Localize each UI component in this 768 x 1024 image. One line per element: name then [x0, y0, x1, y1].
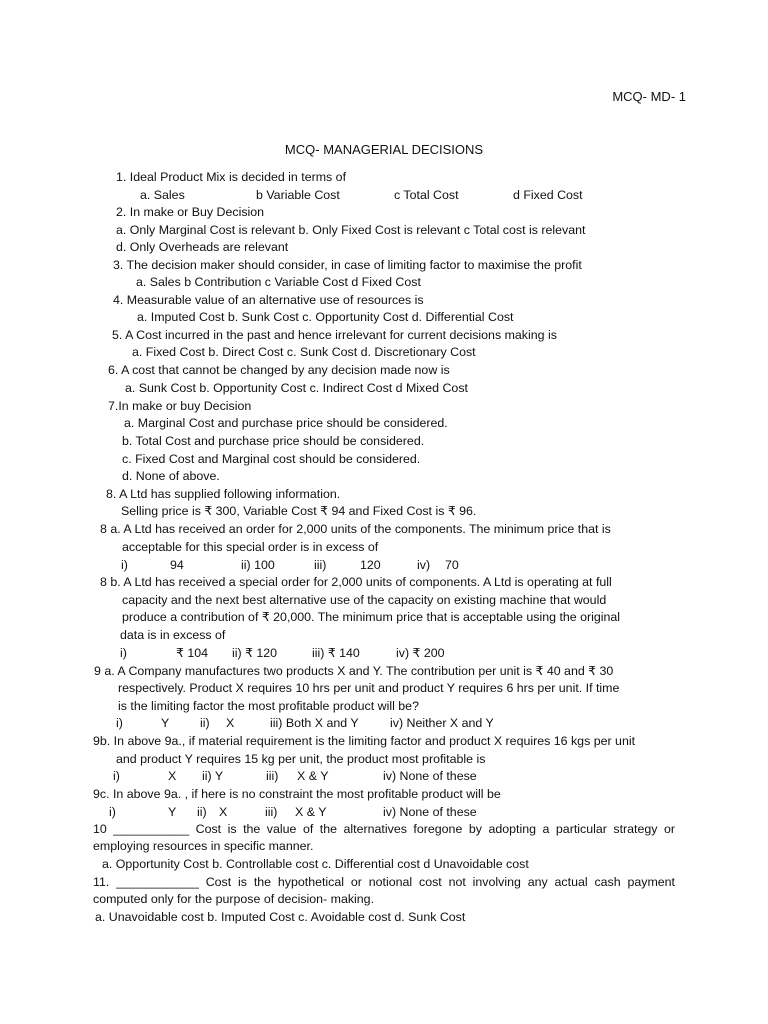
option-value: Y: [168, 805, 177, 819]
option-label: iii): [314, 558, 327, 572]
question-stem: and product Y requires 15 kg per unit, the product most profitable is: [116, 752, 486, 766]
option: d. None of above.: [122, 469, 220, 483]
option-value: X & Y: [297, 769, 329, 783]
document-title: MCQ- MANAGERIAL DECISIONS: [284, 142, 484, 157]
question-stem: respectively. Product X requires 10 hrs per unit and product Y requires 6 hrs per unit. If time: [118, 681, 620, 695]
option: a. Unavoidable cost b. Imputed Cost c. Avoidable cost d. Sunk Cost: [95, 910, 466, 924]
question-stem: 3. The decision maker should consider, in case of limiting factor to maximise the profit: [113, 258, 582, 272]
question-stem: capacity and the next best alternative use of the capacity on existing machine that would: [122, 593, 607, 607]
option-value: X & Y: [295, 805, 327, 819]
option-value: X: [219, 805, 228, 819]
option-value: 120: [360, 558, 381, 572]
question-stem: 10 ___________ Cost is the value of the alternatives foregone by adopting a particular strategy or employing resources in specific manner.: [93, 822, 675, 853]
option: a. Sales b Contribution c Variable Cost d Fixed Cost: [136, 275, 421, 289]
question-stem: acceptable for this special order is in excess of: [122, 540, 379, 554]
option: a. Sunk Cost b. Opportunity Cost c. Indirect Cost d Mixed Cost: [125, 381, 468, 395]
option: b Variable Cost: [256, 188, 340, 202]
question-stem: 9b. In above 9a., if material requirement is the limiting factor and product X requires 16 kgs per unit: [93, 734, 636, 748]
question-stem: 2. In make or Buy Decision: [116, 205, 265, 219]
option: c. Fixed Cost and Marginal cost should be considered.: [122, 452, 421, 466]
option: iii) Both X and Y: [270, 716, 359, 730]
option: iv) Neither X and Y: [390, 716, 494, 730]
option-value: ₹ 104: [176, 646, 208, 660]
question-stem: data is in excess of: [120, 628, 226, 642]
option: a. Opportunity Cost b. Controllable cost c. Differential cost d Unavoidable cost: [102, 857, 529, 871]
question-stem: is the limiting factor the most profitable product will be?: [118, 699, 419, 713]
option-value: X: [226, 716, 235, 730]
option: a. Imputed Cost b. Sunk Cost c. Opportunity Cost d. Differential Cost: [137, 310, 514, 324]
option-label: iii): [266, 769, 279, 783]
option-value: X: [168, 769, 177, 783]
question-stem: 4. Measurable value of an alternative use of resources is: [113, 293, 424, 307]
question-stem: 1. Ideal Product Mix is decided in terms of: [116, 170, 347, 184]
option-label: i): [113, 769, 120, 783]
option-label: i): [121, 558, 128, 572]
option: d Fixed Cost: [513, 188, 583, 202]
option-value: 94: [170, 558, 184, 572]
option: ii) ₹ 120: [232, 646, 278, 660]
document-code: MCQ- MD- 1: [612, 89, 686, 104]
question-stem: 8. A Ltd has supplied following information.: [106, 487, 341, 501]
option-value: 70: [445, 558, 459, 572]
option-label: i): [109, 805, 116, 819]
option-value: Y: [161, 716, 170, 730]
option: a. Sales: [140, 188, 185, 202]
option: ii) Y: [202, 769, 224, 783]
option: a. Fixed Cost b. Direct Cost c. Sunk Cost d. Discretionary Cost: [132, 345, 476, 359]
question-stem: 11. ____________ Cost is the hypothetical or notional cost not involving any actual cash payment computed only for the purpose of decision- making.: [93, 875, 675, 906]
option-label: i): [120, 646, 127, 660]
option: a. Marginal Cost and purchase price should be considered.: [124, 416, 448, 430]
option: iv) ₹ 200: [396, 646, 445, 660]
question-stem: produce a contribution of ₹ 20,000. The minimum price that is acceptable using the original: [122, 610, 621, 624]
option: ii) 100: [241, 558, 275, 572]
question-stem: 8 a. A Ltd has received an order for 2,000 units of the components. The minimum price that is: [100, 522, 611, 536]
question-stem: 6. A cost that cannot be changed by any decision made now is: [108, 363, 450, 377]
question-stem: 9c. In above 9a. , if here is no constraint the most profitable product will be: [93, 787, 501, 801]
option-label: ii): [197, 805, 207, 819]
option: a. Only Marginal Cost is relevant b. Only Fixed Cost is relevant c Total cost is relevant: [116, 223, 586, 237]
option-label: iv): [417, 558, 431, 572]
option: iii) ₹ 140: [312, 646, 360, 660]
option: c Total Cost: [394, 188, 459, 202]
question-stem: 5. A Cost incurred in the past and hence irrelevant for current decisions making is: [112, 328, 557, 342]
option: iv) None of these: [383, 805, 477, 819]
question-stem: 9 a. A Company manufactures two products X and Y. The contribution per unit is ₹ 40 and ₹ 30: [94, 664, 614, 678]
option: b. Total Cost and purchase price should be considered.: [122, 434, 425, 448]
option-label: iii): [265, 805, 278, 819]
question-stem: 8 b. A Ltd has received a special order for 2,000 units of components. A Ltd is operating at full: [100, 575, 612, 589]
option: d. Only Overheads are relevant: [116, 240, 289, 254]
option-label: i): [116, 716, 123, 730]
question-stem: 7.In make or buy Decision: [108, 399, 252, 413]
question-info: Selling price is ₹ 300, Variable Cost ₹ 94 and Fixed Cost is ₹ 96.: [121, 504, 477, 518]
option: iv) None of these: [383, 769, 477, 783]
option-label: ii): [200, 716, 210, 730]
